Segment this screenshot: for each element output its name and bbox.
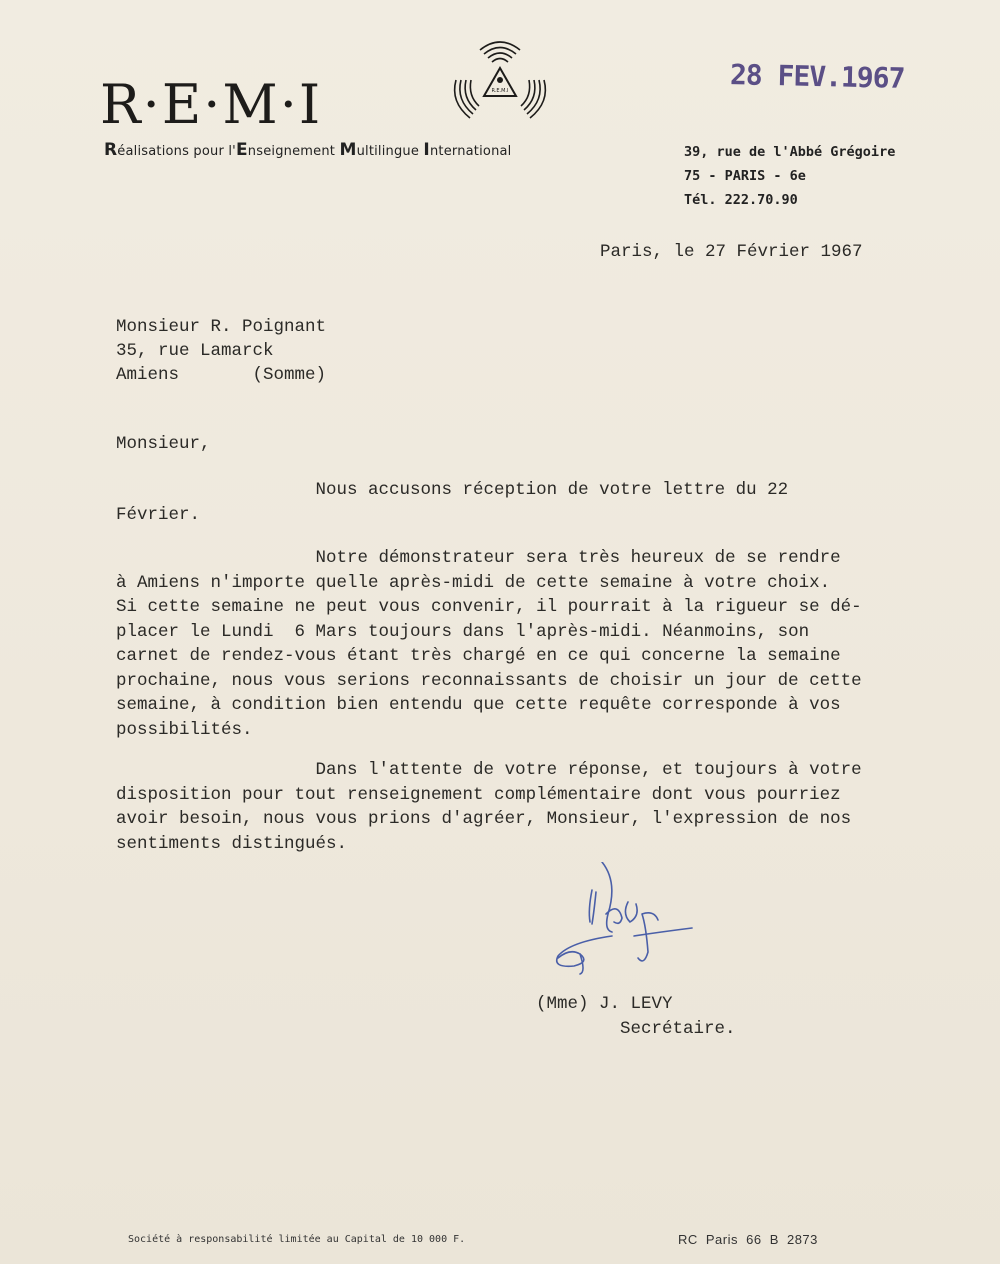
emblem-label: R.E.M.I: [491, 88, 509, 94]
company-address: 39, rue de l'Abbé Grégoire 75 - PARIS - 6e Tél. 222.70.90: [684, 144, 896, 208]
handwritten-signature: [550, 862, 700, 980]
recipient-address: Monsieur R. Poignant 35, rue Lamarck Amiens (Somme): [116, 317, 327, 385]
signer-name-title: (Mme) J. LEVY Secrétaire.: [536, 994, 736, 1039]
tagline-word: nseignement: [247, 144, 340, 159]
company-tagline: [104, 140, 512, 160]
footer-legal-notice: Société à responsabilité limitée au Capital de 10 000 F.: [128, 1234, 466, 1245]
tagline-cap: I: [423, 140, 430, 160]
tagline-cap: R: [104, 140, 118, 160]
salutation: Monsieur,: [116, 434, 211, 454]
paragraph-3: Dans l'attente de votre réponse, et toujours à votre disposition pour tout renseignement complémentaire dont vous pourriez avoir besoin, nous vous prions d'agréer, Monsieur, l'expression de nos sentiments distingués.: [116, 760, 862, 854]
received-date-stamp: 28 FEV.1967: [729, 58, 905, 95]
tagline-word: ultilingue: [356, 144, 424, 159]
company-logo: R·E·M·I: [100, 73, 323, 136]
tagline-cap: M: [339, 140, 357, 160]
footer-registration: RC Paris 66 B 2873: [678, 1232, 818, 1247]
remi-emblem-icon: [448, 30, 552, 126]
tagline-word: éalisations pour l': [117, 144, 236, 159]
tagline-word: nternational: [429, 144, 512, 159]
paragraph-1: Nous accusons réception de votre lettre du 22 Février.: [116, 480, 789, 525]
paragraph-2: Notre démonstrateur sera très heureux de se rendre à Amiens n'importe quelle après-midi de cette semaine à votre choix. Si cette semaine ne peut vous convenir, il pourrait à la rigueur se dé- placer le Lundi 6 Mars toujours dans l'après-midi. Néanmoins, son carnet de rendez-vous étant très chargé en ce qui concerne la semaine prochaine, nous vous serions reconnaissants de choisir un jour de cette semaine, à condition bien entendu que cette requête corresponde à vos possibilités.: [116, 548, 862, 740]
date-line: Paris, le 27 Février 1967: [600, 242, 863, 262]
tagline-cap: E: [235, 140, 248, 160]
